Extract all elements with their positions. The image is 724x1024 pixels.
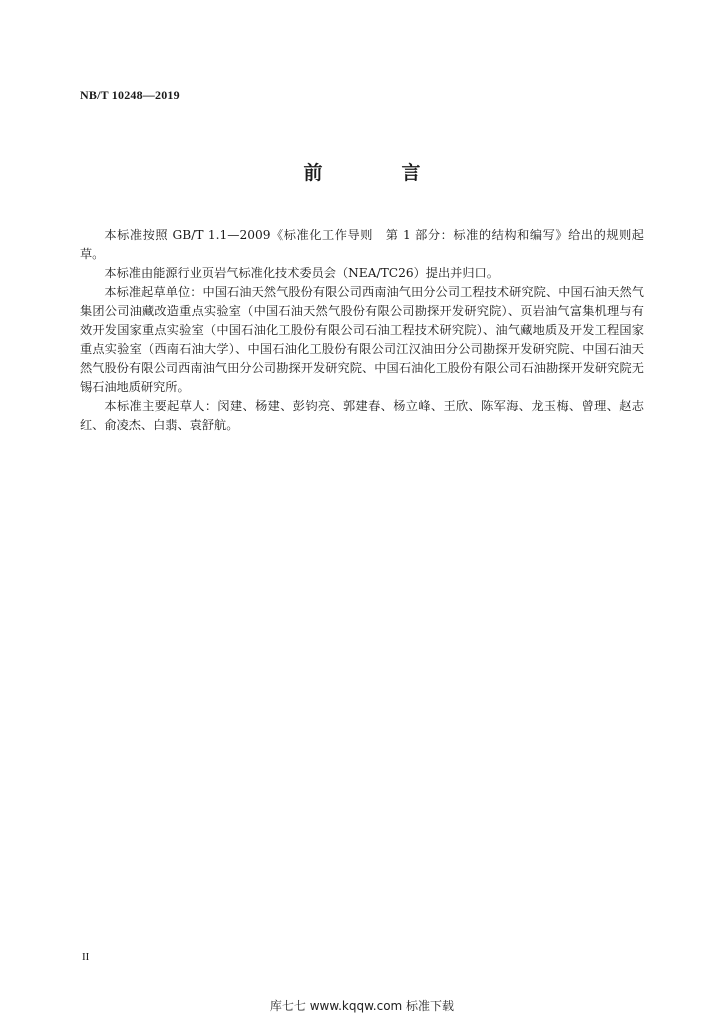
paragraph-drafting-rules: 本标准按照 GB/T 1.1—2009《标准化工作导则 第 1 部分：标准的结构和编写》给出的规则起草。: [80, 228, 644, 261]
paragraph-drafters: 本标准主要起草人：闵建、杨建、彭钧亮、郭建春、杨立峰、王欣、陈军海、龙玉梅、曾理、赵志红、俞凌杰、白翡、袁舒航。: [80, 399, 644, 432]
foreword-body: [80, 226, 644, 435]
paragraph-drafting-units: 本标准起草单位：中国石油天然气股份有限公司西南油气田分公司工程技术研究院、中国石油天然气集团公司油藏改造重点实验室（中国石油天然气股份有限公司勘探开发研究院）、页岩油气富集机理与有效开发国家重点实验室（中国石油化工股份有限公司石油工程技术研究院）、油气藏地质及开发工程国家重点实验室（西南石油大学）、中国石油化工股份有限公司江汉油田分公司勘探开发研究院、中国石油天然气股份有限公司西南油气田分公司勘探开发研究院、中国石油化工股份有限公司石油勘探开发研究院无锡石油地质研究所。: [80, 285, 644, 394]
standard-code: NB/T 10248—2019: [80, 88, 180, 102]
page-title: 前 言: [303, 162, 451, 184]
page-number: II: [82, 951, 90, 963]
footer-watermark-text: 库七七 www.kqqw.com 标准下载: [269, 999, 455, 1013]
paragraph-proposer: 本标准由能源行业页岩气标准化技术委员会（NEA/TC26）提出并归口。: [104, 266, 499, 280]
